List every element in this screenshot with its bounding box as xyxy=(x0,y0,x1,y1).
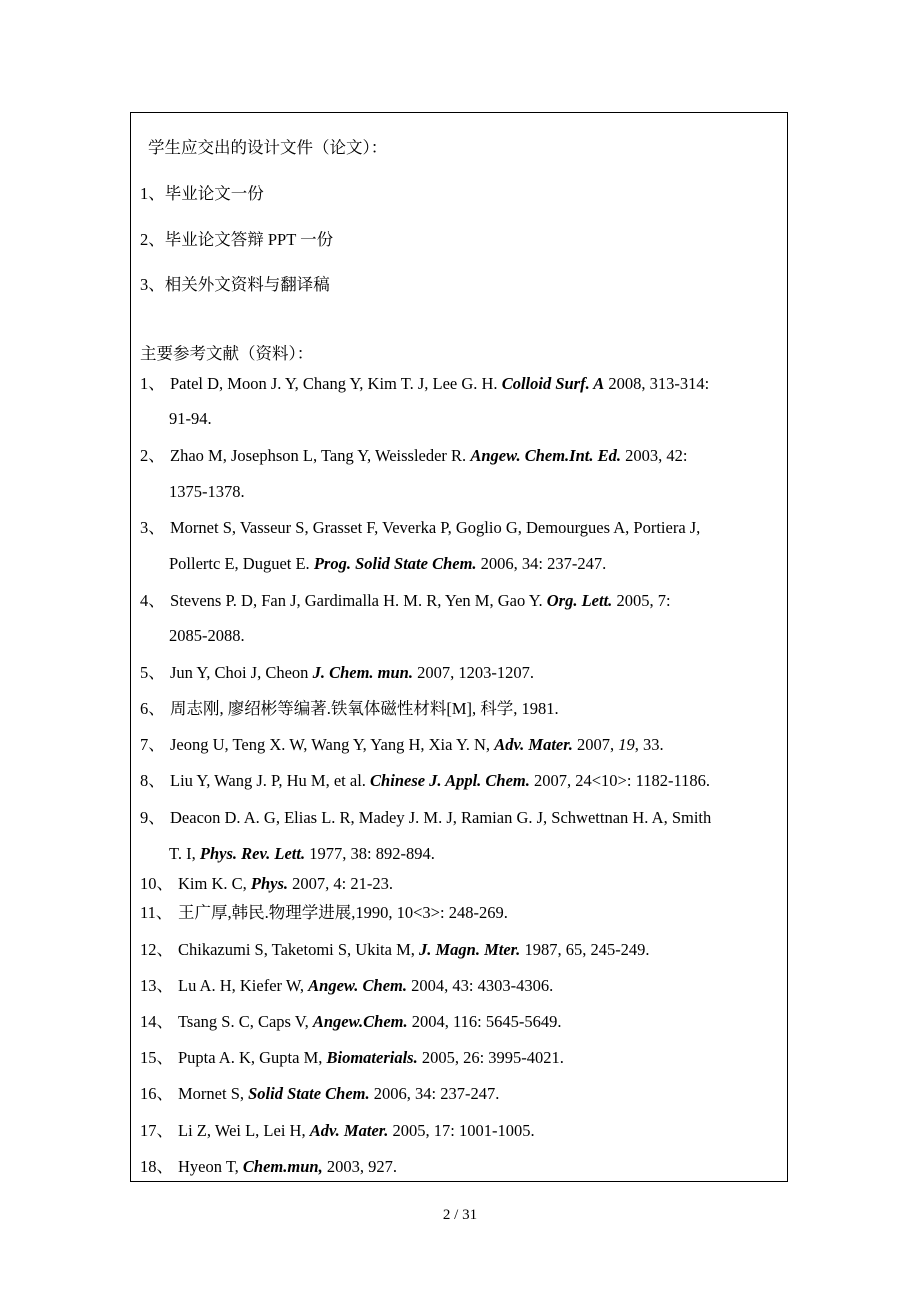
reference-item: 7、 Jeong U, Teng X. W, Wang Y, Yang H, Xia Y. N, Adv. Mater. 2007, 19, 33. xyxy=(140,735,664,754)
document-frame xyxy=(130,112,788,1182)
reference-item: 6、 周志刚, 廖绍彬等编著.铁氧体磁性材料[M], 科学, 1981. xyxy=(140,699,559,718)
reference-item: 8、 Liu Y, Wang J. P, Hu M, et al. Chinese J. Appl. Chem. 2007, 24<10>: 1182-1186. xyxy=(140,771,710,790)
reference-item: 4、 Stevens P. D, Fan J, Gardimalla H. M. R, Yen M, Gao Y. Org. Lett. 2005, 7: xyxy=(140,591,671,610)
deliverable-item: 3、相关外文资料与翻译稿 xyxy=(140,275,330,294)
reference-item: 17、 Li Z, Wei L, Lei H, Adv. Mater. 2005, 17: 1001-1005. xyxy=(140,1121,535,1140)
reference-item: 12、 Chikazumi S, Taketomi S, Ukita M, J. Magn. Mter. 1987, 65, 245-249. xyxy=(140,940,650,959)
reference-item: 3、 Mornet S, Vasseur S, Grasset F, Veverka P, Goglio G, Demourgues A, Portiera J, xyxy=(140,518,701,537)
reference-item: 5、 Jun Y, Choi J, Cheon J. Chem. mun. 2007, 1203-1207. xyxy=(140,663,534,682)
deliverable-item: 1、毕业论文一份 xyxy=(140,184,264,203)
reference-continuation: 2085-2088. xyxy=(169,626,245,645)
reference-item: 1、 Patel D, Moon J. Y, Chang Y, Kim T. J, Lee G. H. Colloid Surf. A 2008, 313-314: xyxy=(140,374,710,393)
reference-item: 2、 Zhao M, Josephson L, Tang Y, Weissleder R. Angew. Chem.Int. Ed. 2003, 42: xyxy=(140,446,688,465)
reference-continuation: 91-94. xyxy=(169,409,212,428)
reference-item: 13、 Lu A. H, Kiefer W, Angew. Chem. 2004, 43: 4303-4306. xyxy=(140,976,554,995)
reference-item: 14、 Tsang S. C, Caps V, Angew.Chem. 2004, 116: 5645-5649. xyxy=(140,1012,562,1031)
reference-item: 16、 Mornet S, Solid State Chem. 2006, 34: 237-247. xyxy=(140,1084,500,1103)
reference-continuation: T. I, Phys. Rev. Lett. 1977, 38: 892-894. xyxy=(169,844,435,863)
deliverables-heading: 学生应交出的设计文件（论文）： xyxy=(148,138,388,157)
references-heading: 主要参考文献（资料）： xyxy=(140,344,314,363)
reference-item: 15、 Pupta A. K, Gupta M, Biomaterials. 2005, 26: 3995-4021. xyxy=(140,1048,564,1067)
reference-item: 11、 王广厚,韩民.物理学进展,1990, 10<3>: 248-269. xyxy=(140,903,508,922)
reference-item: 18、 Hyeon T, Chem.mun, 2003, 927. xyxy=(140,1157,397,1176)
reference-continuation: 1375-1378. xyxy=(169,482,245,501)
reference-continuation: Pollertc E, Duguet E. Prog. Solid State Chem. 2006, 34: 237-247. xyxy=(169,554,607,573)
reference-item: 10、 Kim K. C, Phys. 2007, 4: 21-23. xyxy=(140,874,393,893)
page-number: 2 / 31 xyxy=(442,1207,478,1223)
reference-item: 9、 Deacon D. A. G, Elias L. R, Madey J. M. J, Ramian G. J, Schwettnan H. A, Smith xyxy=(140,808,712,827)
deliverable-item: 2、毕业论文答辩 PPT 一份 xyxy=(140,230,334,249)
